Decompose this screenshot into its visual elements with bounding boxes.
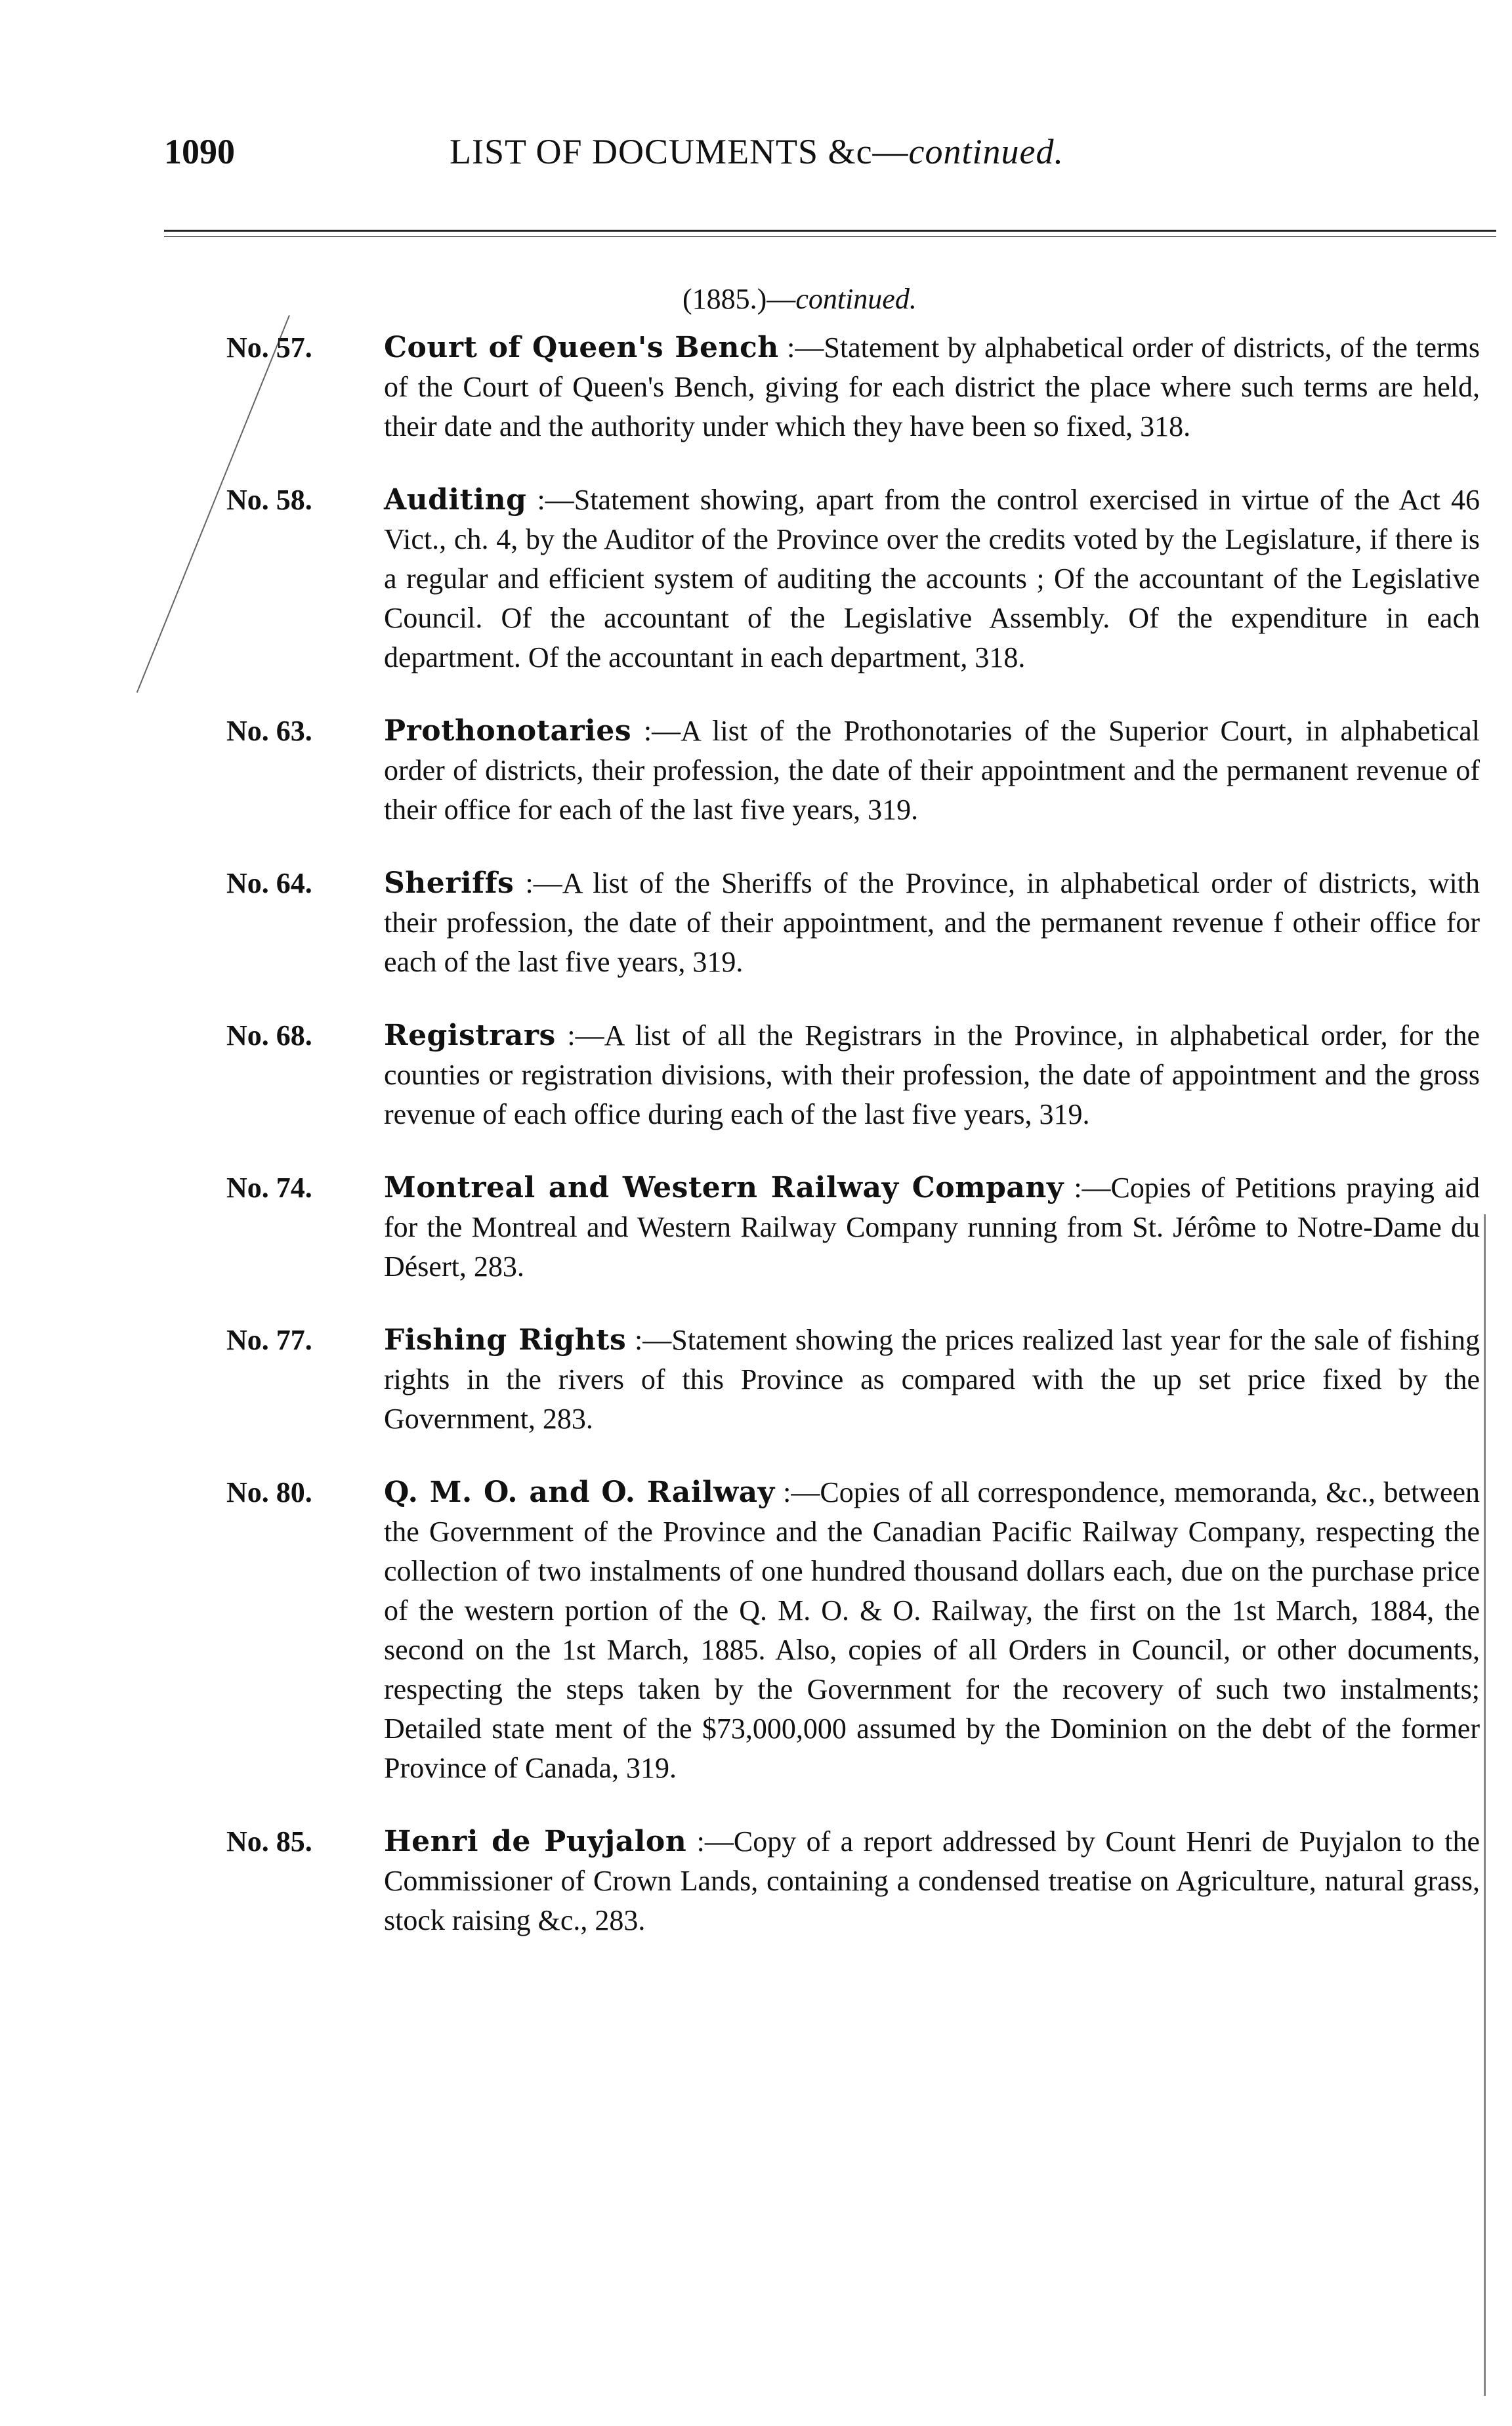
list-item: [226, 1321, 1480, 1439]
entry-title: Registrars: [384, 1019, 556, 1052]
entry-title: Henri de Puyjalon: [384, 1825, 687, 1858]
year-heading: [682, 282, 917, 316]
entry-body: [384, 864, 1480, 982]
list-item: [226, 480, 1480, 677]
entry-text: :—Copy of a report addressed by Count Henri de Puyjalon to the Commissioner of Crown Lands, containing a condensed treatise on Agriculture, natural grass, stock raising &c., 283.: [384, 1825, 1480, 1936]
entry-text: :—Statement showing, apart from the control exercised in virtue of the Act 46 Vict., ch. 4, by the Auditor of the Province over the credits voted by the Legislature, if there is a regular and efficient system of auditing the accounts ; Of the accountant of the Legislative Council. Of the accountant of the Legislative Assembly. Of the expenditure in each department. Of the accountant in each department, 318.: [384, 484, 1480, 673]
list-item: [226, 1168, 1480, 1287]
list-item: [226, 328, 1480, 446]
entry-title: Court of Queen's Bench: [384, 331, 779, 364]
entry-title: Q. M. O. and O. Railway: [384, 1476, 775, 1509]
year-continued: continued.: [795, 283, 917, 315]
entry-body: [384, 712, 1480, 830]
entry-number: No. 80.: [226, 1476, 312, 1508]
page-number: 1090: [164, 132, 235, 171]
entry-number: No. 63.: [226, 715, 312, 747]
list-item: [226, 712, 1480, 830]
entry-number: No. 64.: [226, 867, 312, 899]
entry-title: Auditing: [384, 483, 527, 517]
entry-number: No. 85.: [226, 1825, 312, 1858]
entry-body: [384, 1473, 1480, 1788]
entry-title: Prothonotaries: [384, 714, 632, 748]
entry-text: :—Statement showing the prices realized last year for the sale of fishing rights in the rivers of this Province as compared with the up set price fixed by the Government, 283.: [384, 1324, 1480, 1435]
list-item: [226, 1822, 1480, 1940]
entry-number: No. 57.: [226, 331, 312, 364]
entry-title: Fishing Rights: [384, 1323, 627, 1357]
entry-number: No. 58.: [226, 484, 312, 516]
entry-text: :—Copies of Petitions praying aid for the Montreal and Western Railway Company running from St. Jérôme to Notre-Dame du Désert, 283.: [384, 1172, 1480, 1283]
entry-body: [384, 328, 1480, 446]
entry-text: :—A list of all the Registrars in the Province, in alphabetical order, for the counties or registration divisions, with their profession, the date of appointment and the gross revenue of each office during each of the last five years, 319.: [384, 1019, 1480, 1130]
running-head-continued: continued.: [908, 132, 1064, 171]
header-rule-thin: [164, 236, 1496, 237]
running-head: [450, 131, 1064, 172]
entry-title: Sheriffs: [384, 866, 514, 900]
entry-body: [384, 1822, 1480, 1940]
list-item: [226, 1473, 1480, 1788]
year-label: (1885.)—: [682, 283, 796, 315]
entry-number: No. 77.: [226, 1324, 312, 1356]
running-head-title: LIST OF DOCUMENTS &c—: [450, 132, 909, 171]
entry-body: [384, 1321, 1480, 1439]
entry-text: :—Copies of all correspondence, memoranda, &c., between the Government of the Province and the Canadian Pacific Railway Company, respecting the collection of two instalments of one hundred thousand dollars each, due on the purchase price of the western portion of the Q. M. O. & O. Railway, the first on the 1st March, 1884, the second on the 1st March, 1885. Also, copies of all Orders in Council, or other documents, respecting the steps taken by the Government for the recovery of such two instalments; Detailed state ment of the $73,000,000 assumed by the Dominion on the debt of the former Province of Canada, 319.: [384, 1476, 1480, 1784]
entry-body: [384, 1168, 1480, 1287]
entry-number: No. 68.: [226, 1019, 312, 1052]
scan-artifact-edge: [1484, 1214, 1486, 2396]
entry-text: :—Statement by alphabetical order of districts, of the terms of the Court of Queen's Bench, giving for each district the place where such terms are held, their date and the authority under which they have been so fixed, 318.: [384, 331, 1480, 442]
entry-body: [384, 1016, 1480, 1134]
list-item: [226, 1016, 1480, 1134]
entry-text: :—A list of the Prothonotaries of the Superior Court, in alphabetical order of districts, their profession, the date of their appointment and the permanent revenue of their office for each of the last five years, 319.: [384, 715, 1480, 826]
page-header: [164, 131, 1411, 190]
list-item: [226, 864, 1480, 982]
entry-body: [384, 480, 1480, 677]
entry-title: Montreal and Western Railway Company: [384, 1171, 1064, 1204]
entry-number: No. 74.: [226, 1172, 312, 1204]
entry-text: :—A list of the Sheriffs of the Province, in alphabetical order of districts, with their profession, the date of their appointment, and the permanent revenue f otheir office for each of the last five years, 319.: [384, 867, 1480, 978]
header-rule: [164, 230, 1496, 232]
document-list: [226, 328, 1480, 1974]
